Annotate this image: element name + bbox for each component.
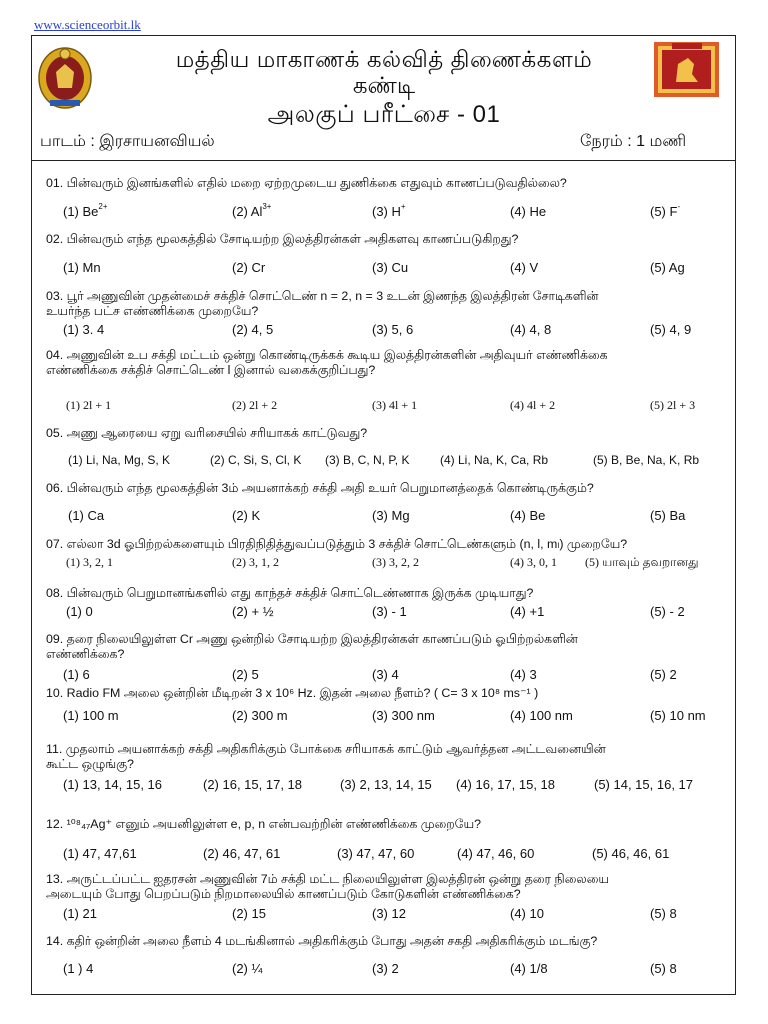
option[interactable]: (5) 2l + 3 xyxy=(650,398,696,412)
option[interactable]: (4) V xyxy=(510,260,539,275)
option[interactable]: (3) 12 xyxy=(372,906,406,921)
option[interactable]: (4) 100 nm xyxy=(510,708,573,723)
option[interactable]: (3) 4l + 1 xyxy=(372,398,418,412)
option[interactable]: (5) Ba xyxy=(650,508,686,523)
option[interactable]: (4) 16, 17, 15, 18 xyxy=(456,777,556,792)
option[interactable]: (4) 3, 0, 1 xyxy=(510,555,557,569)
option[interactable]: (4) 4l + 2 xyxy=(510,398,556,412)
option[interactable]: (4) Be xyxy=(510,508,546,523)
header-divider xyxy=(31,160,736,161)
question-11: 11. முதலாம் அயனாக்கற் சக்தி அதிகரிக்கும் போக்கை சரியாகக் காட்டும் ஆவர்த்தன அட்டவனையின் கூட்ட ஒழுங்கு? xyxy=(46,742,606,771)
question-04: 04. அணுவின் உப சக்தி மட்டம் ஒன்று கொண்டிருக்கக் கூடிய இலத்திரன்களின் அதிவுயர் எண்ணிக்கை எண்ணிக்கை சக்திச் சொட்டெண் l இனால் வகைக்குறிப்பது? xyxy=(46,348,608,377)
option[interactable]: (2) ¼ xyxy=(232,961,263,976)
option[interactable]: (4) Li, Na, K, Ca, Rb xyxy=(440,453,549,467)
duration-label: நேரம் : 1 மணி xyxy=(580,133,687,150)
option[interactable]: (1) Mn xyxy=(63,260,101,275)
option[interactable]: (3) 300 nm xyxy=(372,708,435,723)
option[interactable]: (5) 46, 46, 61 xyxy=(592,846,670,861)
question-02: 02. பின்வரும் எந்த மூலகத்தில் சோடியற்ற இலத்திரன்கள் அதிகளவு காணப்படுகிறது? xyxy=(46,232,519,246)
option[interactable]: (2) 5 xyxy=(232,667,259,682)
question-01: 01. பின்வரும் இனங்களில் எதில் மறை ஏற்றமுடைய துணிக்கை எதுவும் காணப்படுவதில்லை? xyxy=(46,176,567,190)
exam-title: அலகுப் பரீட்சை - 01 xyxy=(267,101,501,128)
department-city: கண்டி xyxy=(352,72,416,98)
option[interactable]: (1) 47, 47,61 xyxy=(63,846,137,861)
option[interactable]: (2) K xyxy=(232,508,261,523)
option[interactable]: (1) Ca xyxy=(68,508,105,523)
option[interactable]: (1) $Be^{2+}$ xyxy=(63,202,108,219)
option[interactable]: (4) 3 xyxy=(510,667,537,682)
option[interactable]: (1) 6 xyxy=(63,667,90,682)
option[interactable]: (3) 47, 47, 60 xyxy=(337,846,415,861)
option[interactable]: (1) 100 m xyxy=(63,708,119,723)
option[interactable]: (4) +1 xyxy=(510,604,545,619)
option[interactable]: (3) - 1 xyxy=(372,604,407,619)
option[interactable]: (5) 14, 15, 16, 17 xyxy=(594,777,694,792)
option[interactable]: (3) 3, 2, 2 xyxy=(372,555,419,569)
question-06: 06. பின்வரும் எந்த மூலகத்தின் 3ம் அயனாக்கற் சக்தி அதி உயர் பெறுமானத்தைக் கொண்டிருக்கும்? xyxy=(46,481,594,495)
option[interactable]: (3) Mg xyxy=(372,508,410,523)
option[interactable]: (2) 300 m xyxy=(232,708,288,723)
question-05: 05. அணு ஆரையை ஏறு வரிசையில் சரியாகக் காட்டுவது? xyxy=(46,426,368,440)
department-title: மத்திய மாகாணக் கல்வித் திணைக்களம் xyxy=(175,46,593,72)
option[interactable]: (1) Li, Na, Mg, S, K xyxy=(68,453,171,467)
option[interactable]: (5) 10 nm xyxy=(650,708,706,723)
question-12: 12. ¹⁰⁸₄₇Ag⁺ எனும் அயனிலுள்ள e, p, n என்பவற்றின் எண்ணிக்கை முறையே? xyxy=(46,817,481,831)
question-07: 07. எல்லா 3d ஓபிற்றல்களையும் பிரதிநிதித்துவப்படுத்தும் 3 சக்திச் சொட்டெண்களும் (n, l, mₗ) முறையே? xyxy=(46,537,628,551)
option[interactable]: (2) Cr xyxy=(232,260,266,275)
option[interactable]: (1) 0 xyxy=(66,604,93,619)
option[interactable]: (1) 21 xyxy=(63,906,97,921)
question-08: 08. பின்வரும் பெறுமானங்களில் எது காந்தச் சக்திச் சொட்டெண்ணாக இருக்க முடியாது? xyxy=(46,586,534,600)
option[interactable]: (4) 47, 46, 60 xyxy=(457,846,535,861)
question-13: 13. அருட்டப்பட்ட ஐதரசன் அணுவின் 7ம் சக்தி மட்ட நிலையிலுள்ள இலத்திரன் ஒன்று தரை நிலையை அடையும் போது பெறப்படும் நிறமாலையில் காணப்படும் கோடுகளின் எண்ணிக்கை? xyxy=(46,872,609,901)
option[interactable]: (3) B, C, N, P, K xyxy=(325,453,410,467)
option[interactable]: (2) 4, 5 xyxy=(232,322,274,337)
option[interactable]: (1) 13, 14, 15, 16 xyxy=(63,777,163,792)
option[interactable]: (3) 5, 6 xyxy=(372,322,414,337)
option[interactable]: (4) 10 xyxy=(510,906,544,921)
question-03: 03. பூர் அணுவின் முதன்மைச் சக்திச் சொட்டெண் n = 2, n = 3 உடன் இணந்த இலத்திரன் சோடிகளின் உயர்ந்த பட்ச எண்ணிக்கை முறையே? xyxy=(46,289,599,318)
option[interactable]: (4) 1/8 xyxy=(510,961,548,976)
option[interactable]: (5) - 2 xyxy=(650,604,685,619)
option[interactable]: (1) 2l + 1 xyxy=(66,398,112,412)
option[interactable]: (5) யாவும் தவறானது xyxy=(585,555,699,569)
subject-label: பாடம் : இரசாயனவியல் xyxy=(40,133,215,150)
option[interactable]: (2) + ½ xyxy=(232,604,274,619)
option[interactable]: (3) 4 xyxy=(372,667,399,682)
question-09: 09. தரை நிலையிலுள்ள Cr அணு ஒன்றில் சோடியற்ற இலத்திரன்கள் காணப்படும் ஓபிற்றல்களின் எண்ணிக்கை? xyxy=(46,632,578,661)
question-14: 14. கதிர் ஒன்றின் அலை நீளம் 4 மடங்கினால் அதிகரிக்கும் போது அதன் சகதி அதிகரிக்கும் மடங்கு? xyxy=(46,934,598,948)
option[interactable]: (2) 3, 1, 2 xyxy=(232,555,279,569)
question-10: 10. Radio FM அலை ஒன்றின் மீடிறன் 3 x 10⁶ Hz. இதன் அலை நீளம்? ( C= 3 x 10⁸ ms⁻¹ ) xyxy=(46,686,539,700)
website-url[interactable]: www.scienceorbit.lk xyxy=(34,17,141,32)
option[interactable]: (1) 3. 4 xyxy=(63,322,105,337)
option[interactable]: (5) 8 xyxy=(650,961,677,976)
option[interactable]: (1 ) 4 xyxy=(63,961,94,976)
option[interactable]: (4) He xyxy=(510,204,547,219)
option[interactable]: (5) F- xyxy=(650,202,681,219)
option[interactable]: (2) 2l + 2 xyxy=(232,398,278,412)
option[interactable]: (5) 2 xyxy=(650,667,677,682)
option[interactable]: (5) B, Be, Na, K, Rb xyxy=(593,453,700,467)
option[interactable]: (5) 8 xyxy=(650,906,677,921)
option[interactable]: (2) 16, 15, 17, 18 xyxy=(203,777,303,792)
option[interactable]: (3) 2, 13, 14, 15 xyxy=(340,777,432,792)
option[interactable]: (2) C, Si, S, Cl, K xyxy=(210,453,302,467)
option[interactable]: (2) 46, 47, 61 xyxy=(203,846,281,861)
option[interactable]: (5) 4, 9 xyxy=(650,322,692,337)
option[interactable]: (2) 15 xyxy=(232,906,266,921)
option[interactable]: (3) Cu xyxy=(372,260,409,275)
option[interactable]: (2) $Al^{3+}$ xyxy=(232,202,272,219)
option[interactable]: (5) Ag xyxy=(650,260,685,275)
option[interactable]: (3) H+ xyxy=(372,202,406,219)
option[interactable]: (3) 2 xyxy=(372,961,399,976)
option[interactable]: (4) 4, 8 xyxy=(510,322,552,337)
option[interactable]: (1) 3, 2, 1 xyxy=(66,555,113,569)
